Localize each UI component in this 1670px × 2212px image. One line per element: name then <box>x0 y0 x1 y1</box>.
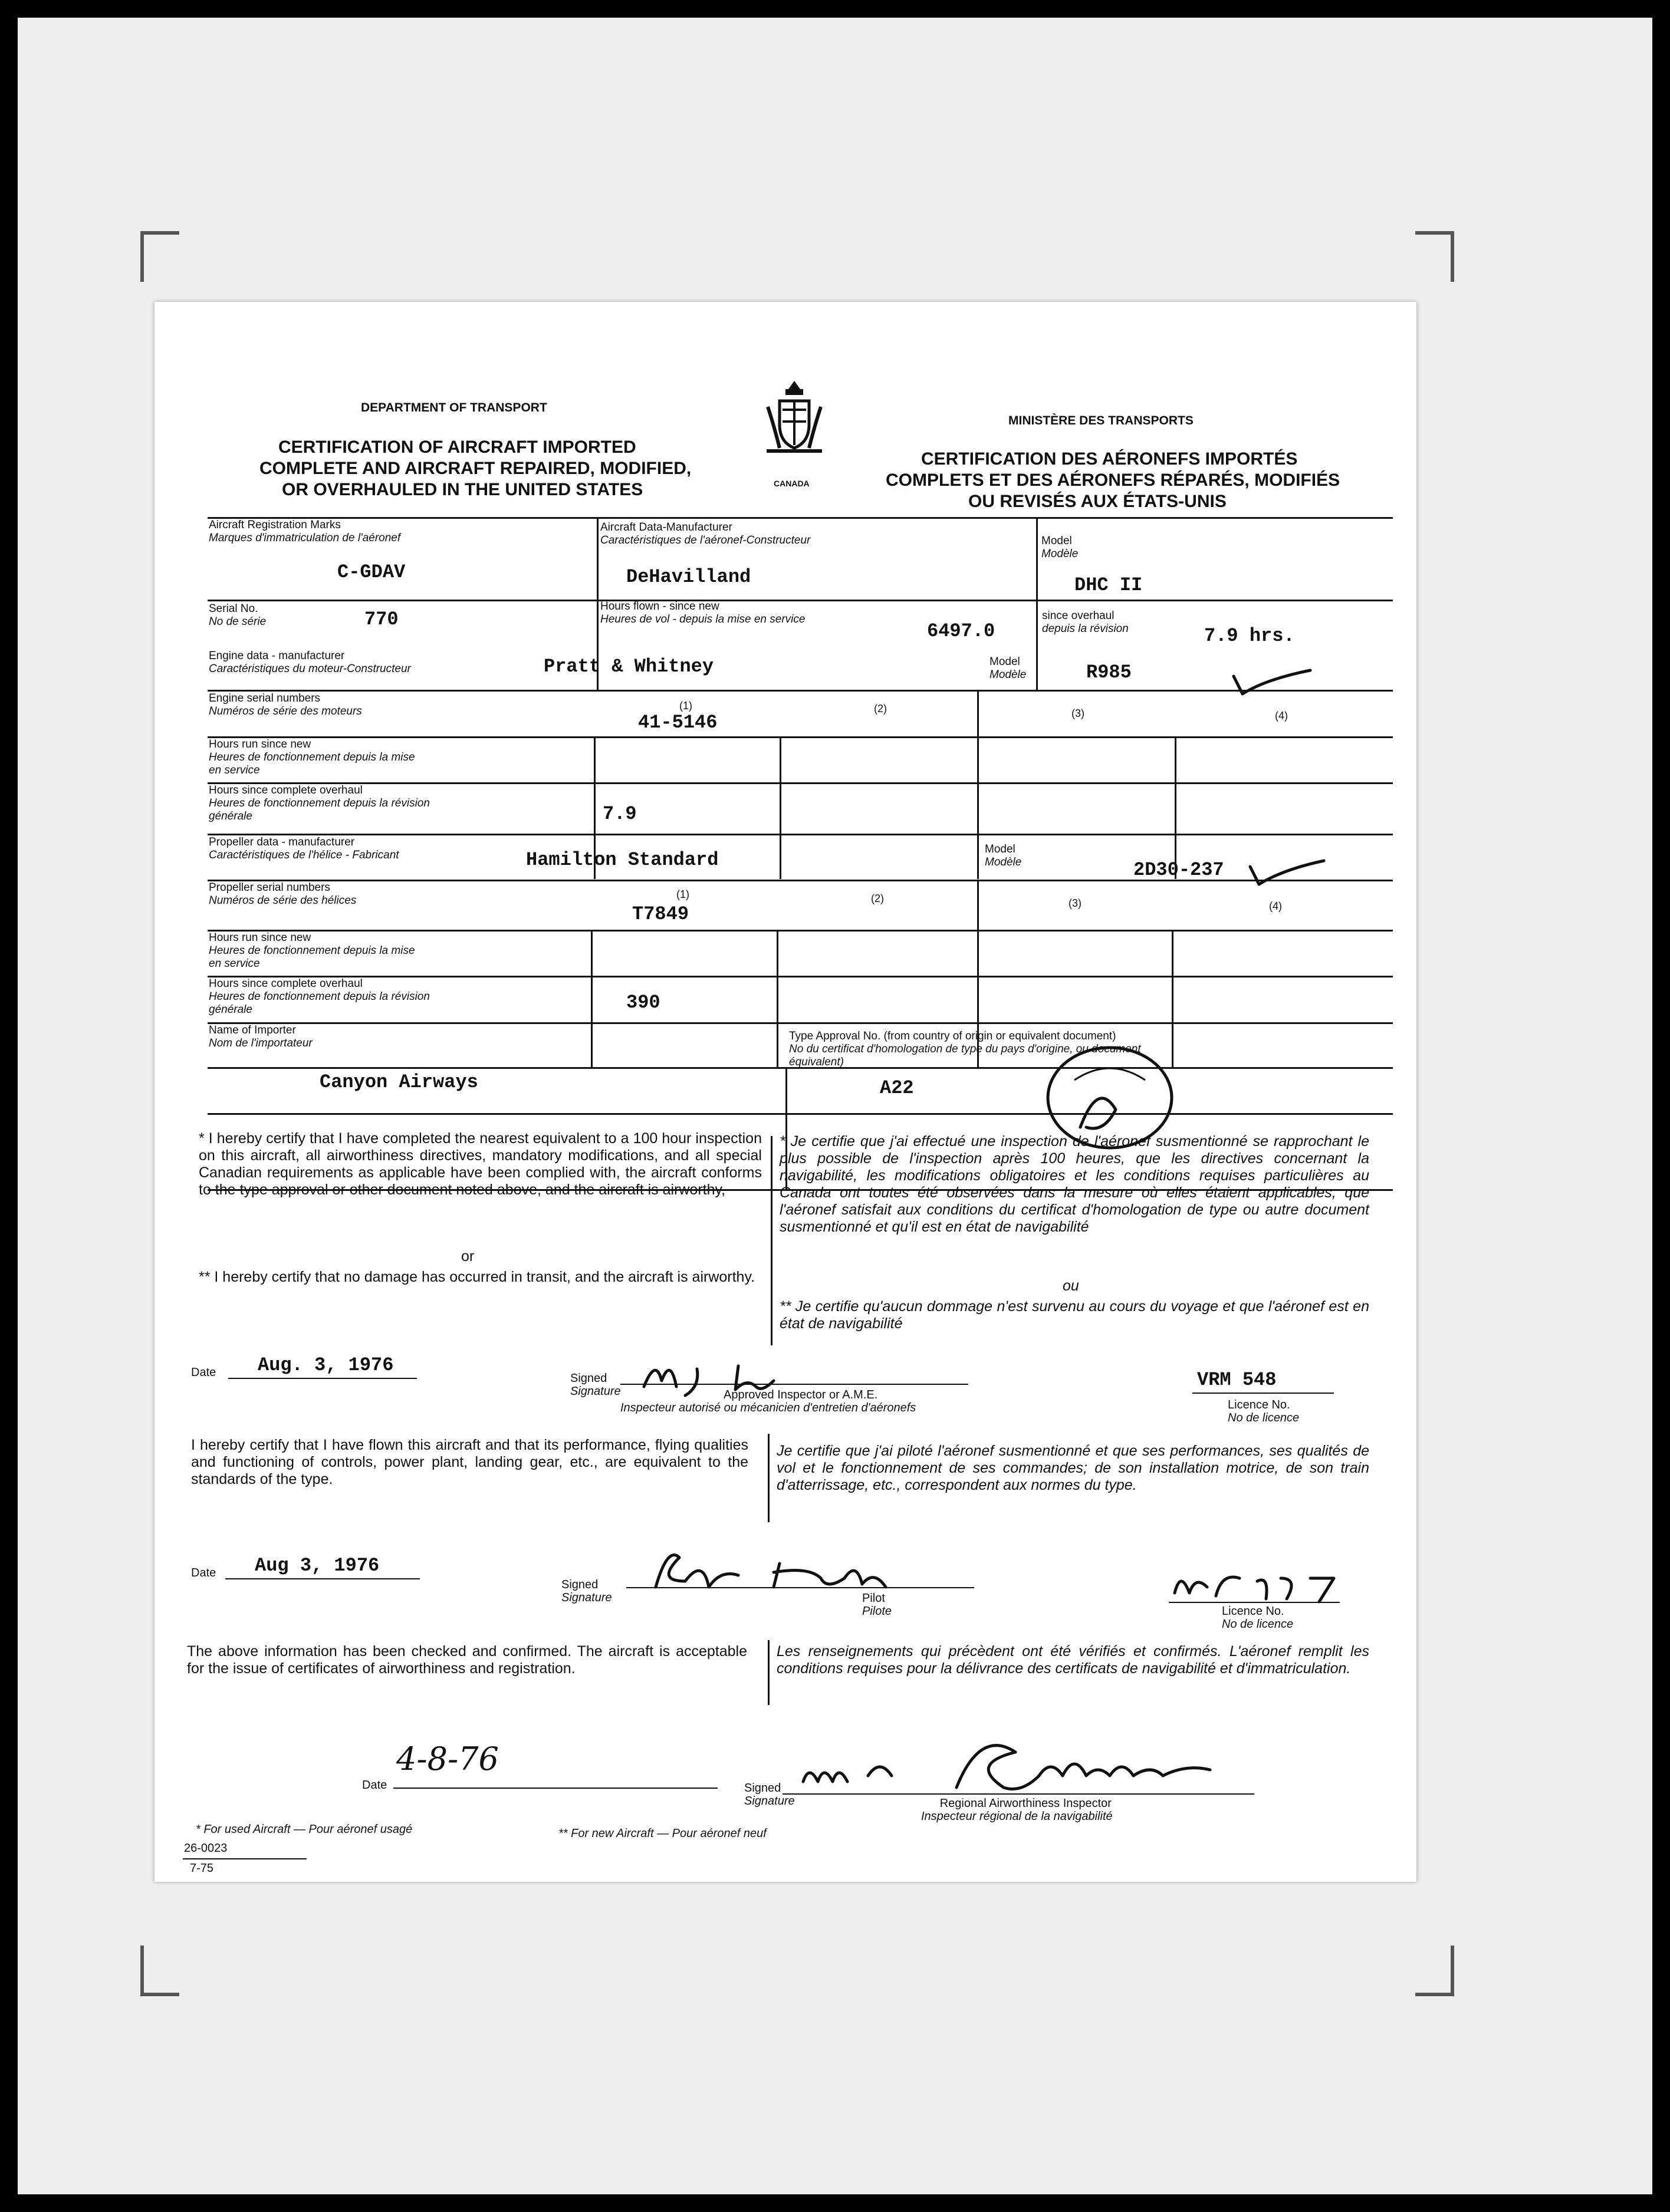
prop-col-3: (3) <box>1069 897 1081 909</box>
since-overhaul-label: since overhaul depuis la révision <box>1042 610 1129 635</box>
cert3-inspector-label: Regional Airworthiness Inspector Inspecteur régional de la navigabilité <box>921 1797 1113 1823</box>
engine-col-3: (3) <box>1071 707 1084 719</box>
line <box>1192 1393 1334 1394</box>
prop-serial-1-value: T7849 <box>632 903 689 925</box>
cert1-en-a: * I hereby certify that I have completed the nearest equivalent to a 100 hour inspection on this aircraft, all airworthiness directives, mandatory modifications, and all special Canadian requirements as applicable have been complied with, the aircraft conforms to the type approval or other document noted above, and the aircraft is airworthy, <box>199 1130 762 1198</box>
cert3-date-value: 4-8-76 <box>396 1740 499 1778</box>
grid-line <box>1175 736 1176 879</box>
prop-col-2: (2) <box>871 893 884 904</box>
cert1-date-value: Aug. 3, 1976 <box>258 1354 394 1376</box>
engine-model-value: R985 <box>1086 661 1132 683</box>
cert3-date-label: Date <box>362 1779 387 1792</box>
engine-col-1: (1) <box>679 700 692 712</box>
dept-fr: MINISTÈRE DES TRANSPORTS <box>1008 414 1194 427</box>
grid-line <box>208 834 1393 835</box>
title-en-2: COMPLETE AND AIRCRAFT REPAIRED, MODIFIED, <box>259 459 692 478</box>
cert1-fr-b: ** Je certifie qu'aucun dommage n'est survenu au cours du voyage et que l'aéronef est en état de navigabilité <box>780 1298 1369 1332</box>
prop-hours-overhaul-1-value: 390 <box>626 992 660 1013</box>
dept-en: DEPARTMENT OF TRANSPORT <box>361 401 547 414</box>
engine-serial-1-value: 41-5146 <box>638 712 718 733</box>
engine-col-2: (2) <box>874 703 887 715</box>
grid-line <box>780 736 781 879</box>
crop-mark <box>1415 1946 1454 1996</box>
cert1-date-label: Date <box>191 1366 216 1379</box>
certificate-form <box>154 302 1416 1882</box>
prop-hours-new-label: Hours run since new Heures de fonctionnement depuis la mise en service <box>209 931 415 970</box>
pilot-licence-handwritten <box>1169 1569 1346 1605</box>
engine-mfr-label: Engine data - manufacturer Caractéristiques du moteur-Constructeur <box>209 650 411 675</box>
cert2-fr: Je certifie que j'ai piloté l'aéronef susmentionné et que ses performances, ses qualités de vol et le fonctionnement de ses commandes; de son installation motrice, de son train d'atterrissage, etc., correspondent aux normes du type. <box>777 1443 1369 1493</box>
grid-line <box>977 736 979 879</box>
type-approval-value: A22 <box>880 1077 914 1099</box>
canada-coat-of-arms-icon <box>762 377 827 469</box>
aircraft-mfr-value: DeHavilland <box>626 566 751 588</box>
serial-label: Serial No. No de série <box>209 603 267 628</box>
title-fr-3: OU REVISÉS AUX ÉTATS-UNIS <box>968 492 1227 511</box>
prop-mfr-label: Propeller data - manufacturer Caractéristiques de l'hélice - Fabricant <box>209 836 399 861</box>
crest-label: CANADA <box>774 479 810 488</box>
cert2-signed-label: Signed Signature <box>561 1578 612 1604</box>
reg-marks-value: C-GDAV <box>337 561 406 583</box>
line <box>225 1578 420 1579</box>
regional-inspector-signature <box>791 1734 1310 1799</box>
cert1-signer-label: Approved Inspector or A.M.E. Inspecteur autorisé ou mécanicien d'entretien d'aéronefs <box>620 1388 916 1414</box>
grid-line <box>768 1434 770 1522</box>
line <box>183 1858 307 1859</box>
cert1-fr-or: ou <box>1063 1278 1079 1294</box>
cert1-licence-label: Licence No. No de licence <box>1228 1398 1300 1424</box>
grid-line <box>771 1136 772 1345</box>
grid-line <box>208 690 1393 692</box>
engine-serials-label: Engine serial numbers Numéros de série des moteurs <box>209 692 362 717</box>
engine-mfr-value: Pratt & Whitney <box>544 656 714 677</box>
cert1-licence-value: VRM 548 <box>1197 1369 1277 1391</box>
line <box>620 1384 968 1385</box>
grid-line <box>777 930 778 1069</box>
hours-flown-label: Hours flown - since new Heures de vol - depuis la mise en service <box>600 600 806 626</box>
grid-line <box>768 1640 770 1705</box>
importer-value: Canyon Airways <box>320 1071 478 1093</box>
grid-line <box>977 690 979 738</box>
line <box>228 1378 417 1379</box>
prop-model-label: Model Modèle <box>985 843 1022 868</box>
model-label: Model Modèle <box>1041 535 1079 560</box>
title-fr-1: CERTIFICATION DES AÉRONEFS IMPORTÉS <box>921 449 1298 469</box>
prop-model-value: 2D30-237 <box>1133 859 1224 881</box>
cert2-licence-label: Licence No. No de licence <box>1222 1605 1294 1631</box>
title-fr-2: COMPLETS ET DES AÉRONEFS RÉPARÉS, MODIFIÉS <box>886 470 1340 490</box>
grid-line <box>208 1113 1393 1115</box>
form-date: 7-75 <box>190 1862 214 1875</box>
reg-marks-label: Aircraft Registration Marks Marques d'immatriculation de l'aéronef <box>209 519 401 544</box>
prop-hours-overhaul-label: Hours since complete overhaul Heures de fonctionnement depuis la révision générale <box>209 977 430 1016</box>
pilot-signature <box>638 1546 945 1599</box>
line <box>626 1587 974 1588</box>
grid-line <box>977 880 979 931</box>
prop-col-1: (1) <box>676 888 689 900</box>
engine-model-label: Model Modèle <box>989 656 1027 681</box>
aircraft-mfr-label: Aircraft Data-Manufacturer Caractéristiques de l'aéronef-Constructeur <box>600 521 811 547</box>
cert1-en-b: ** I hereby certify that no damage has occurred in transit, and the aircraft is airworthy. <box>199 1269 755 1285</box>
type-approval-label: Type Approval No. (from country of origin or equivalent document) No du certificat d'homologation de type du pays d'origine, ou document équivalent) <box>789 1030 1141 1068</box>
hours-flown-value: 6497.0 <box>927 620 995 642</box>
prop-col-4: (4) <box>1269 900 1282 912</box>
engine-col-4: (4) <box>1275 710 1288 722</box>
cert2-date-label: Date <box>191 1566 216 1579</box>
grid-line <box>591 930 593 1069</box>
cert1-en-or: or <box>461 1248 475 1265</box>
line <box>783 1793 1254 1795</box>
engine-hours-new-label: Hours run since new Heures de fonctionnement depuis la mise en service <box>209 738 415 776</box>
importer-label: Name of Importer Nom de l'importateur <box>209 1024 313 1049</box>
cert3-en: The above information has been checked and confirmed. The aircraft is acceptable for the issue of certificates of airworthiness and registration. <box>187 1643 747 1677</box>
line <box>1169 1602 1340 1603</box>
cert2-date-value: Aug 3, 1976 <box>255 1555 380 1576</box>
cert1-signed-label: Signed Signature <box>570 1372 621 1398</box>
title-en-1: CERTIFICATION OF AIRCRAFT IMPORTED <box>278 437 636 457</box>
cert2-en: I hereby certify that I have flown this aircraft and that its performance, flying qualities and functioning of controls, power plant, landing gear, etc., are equivalent to the standards of the type. <box>191 1437 748 1487</box>
title-en-3: OR OVERHAULED IN THE UNITED STATES <box>282 480 643 499</box>
engine-hours-overhaul-1-value: 7.9 <box>603 803 637 825</box>
footnote-used: * For used Aircraft — Pour aéronef usagé <box>196 1823 413 1836</box>
engine-hours-overhaul-label: Hours since complete overhaul Heures de fonctionnement depuis la révision générale <box>209 784 430 822</box>
cert3-signed-label: Signed Signature <box>744 1782 795 1808</box>
crop-mark <box>140 231 179 282</box>
check-mark-icon <box>1228 664 1316 700</box>
footnote-new: ** For new Aircraft — Pour aéronef neuf <box>558 1827 767 1840</box>
since-overhaul-value: 7.9 hrs. <box>1204 625 1295 647</box>
cert3-fr: Les renseignements qui précèdent ont été vérifiés et confirmés. L'aéronef remplit les conditions requises pour la délivrance des certificats de navigabilité et d'immatriculation. <box>777 1643 1369 1677</box>
crop-mark <box>140 1946 179 1996</box>
prop-mfr-value: Hamilton Standard <box>526 849 719 871</box>
serial-value: 770 <box>364 608 399 630</box>
check-mark-icon <box>1245 856 1328 891</box>
line <box>393 1788 718 1789</box>
crop-mark <box>1415 231 1454 282</box>
form-number: 26-0023 <box>184 1842 228 1855</box>
grid-line <box>208 1022 1393 1024</box>
cert1-fr-a: * Je certifie que j'ai effectué une inspection de l'aéronef susmentionné se rapprochant le plus possible de l'inspection après 100 heures, que les directives concernant la navigabilité, les modifications obligatoires et les conditions requises particulières au Canada ont toutes été observées dans la mesure où elles étaient applicables, que l'aéronef satisfait aux conditions du certificat d'homologation de type ou autre document susmentionné et qu'il est en état de navigabilité <box>780 1133 1369 1235</box>
cert2-pilot-label: Pilot Pilote <box>862 1592 892 1618</box>
grid-line <box>1036 517 1038 692</box>
prop-serials-label: Propeller serial numbers Numéros de série des hélices <box>209 881 357 907</box>
model-value: DHC II <box>1074 574 1143 596</box>
